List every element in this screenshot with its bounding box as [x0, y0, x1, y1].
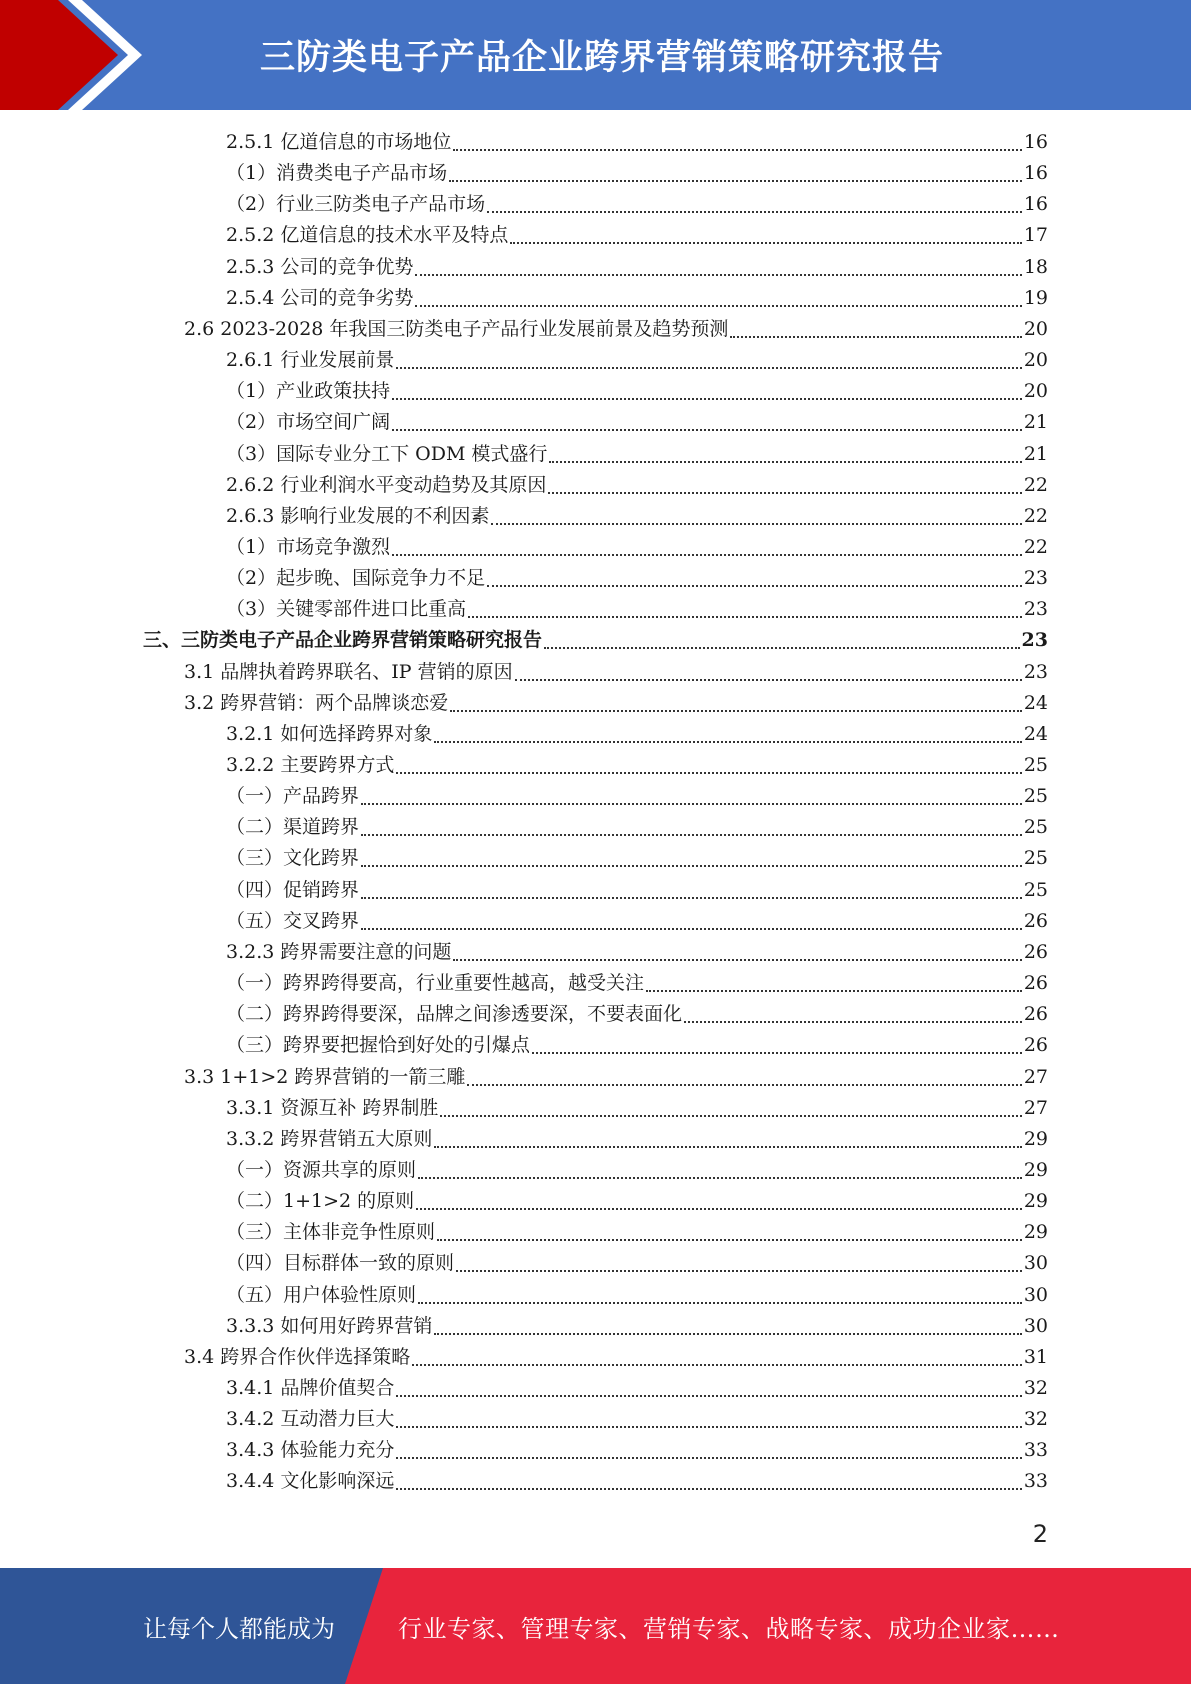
toc-entry-label: 三、三防类电子产品企业跨界营销策略研究报告 [143, 629, 543, 652]
toc-entry-label: 3.2.3 跨界需要注意的问题 [226, 940, 452, 963]
toc-entry[interactable] [226, 563, 1048, 594]
toc-entry-page: 22 [1023, 473, 1048, 496]
dot-leader [434, 1332, 1021, 1335]
toc-entry-page: 16 [1023, 193, 1048, 216]
toc-entry-label: （3）国际专业分工下 ODM 模式盛行 [226, 442, 548, 465]
toc-entry-page: 27 [1023, 1096, 1048, 1119]
header-banner [0, 0, 1191, 110]
toc-entry-label: （五）用户体验性原则 [226, 1283, 417, 1306]
toc-entry-page: 23 [1023, 660, 1048, 683]
toc-entry-label: （1）产业政策扶持 [226, 380, 391, 403]
toc-entry-page: 32 [1023, 1377, 1048, 1399]
toc-entry-label: 3.1 品牌执着跨界联名、IP 营销的原因 [184, 660, 513, 683]
toc-entry-label: （三）文化跨界 [226, 847, 360, 870]
toc-entry-page: 32 [1023, 1408, 1048, 1431]
dot-leader [453, 958, 1021, 961]
dot-leader [437, 1238, 1022, 1241]
toc-entry-label: 2.5.1 亿道信息的市场地位 [226, 131, 452, 153]
toc-entry-label: 2.5.4 公司的竞争劣势 [226, 286, 414, 309]
toc-entry-page: 25 [1023, 847, 1048, 870]
toc-entry-page: 26 [1023, 940, 1048, 963]
footer-slogan-right: 行业专家、管理专家、营销专家、战略专家、成功企业家…… [398, 1614, 1060, 1643]
toc-entry[interactable] [226, 1248, 1048, 1279]
toc-entry-page: 30 [1023, 1252, 1048, 1275]
dot-leader [730, 335, 1021, 338]
toc-entry[interactable] [226, 781, 1048, 812]
footer-banner [0, 1568, 1191, 1684]
dot-leader [487, 210, 1022, 213]
toc-entry[interactable] [184, 1342, 1048, 1373]
dot-leader [361, 864, 1022, 867]
toc-entry-label: 2.6.3 影响行业发展的不利因素 [226, 504, 490, 527]
toc-entry[interactable] [226, 470, 1048, 501]
toc-entry-page: 26 [1023, 909, 1048, 932]
toc-entry[interactable] [226, 750, 1048, 781]
toc-entry-label: （2）起步晚、国际竞争力不足 [226, 567, 486, 590]
toc-entry-page: 20 [1023, 317, 1048, 340]
toc-entry-page: 25 [1023, 878, 1048, 901]
toc-entry-label: （1）市场竞争激烈 [226, 535, 391, 558]
toc-entry[interactable] [226, 1124, 1048, 1155]
toc-entry-page: 22 [1023, 504, 1048, 527]
toc-entry-page: 29 [1023, 1221, 1048, 1244]
toc-entry[interactable] [226, 220, 1048, 251]
toc-entry-label: 3.3.2 跨界营销五大原则 [226, 1127, 433, 1150]
toc-entry-page: 30 [1023, 1314, 1048, 1337]
toc-entry[interactable] [226, 1404, 1048, 1435]
toc-entry[interactable] [226, 439, 1048, 470]
toc-entry-page: 20 [1023, 349, 1048, 372]
toc-entry-page: 20 [1023, 380, 1048, 403]
toc-entry-label: 3.4.3 体验能力充分 [226, 1439, 395, 1462]
dot-leader [396, 771, 1021, 774]
toc-entry-page: 25 [1023, 785, 1048, 808]
toc-entry[interactable] [226, 532, 1048, 563]
dot-leader [415, 273, 1021, 276]
toc-entry-label: （四）目标群体一致的原则 [226, 1252, 455, 1275]
toc-entry[interactable] [226, 1435, 1048, 1466]
toc-entry-label: （一）跨界跨得要高，行业重要性越高，越受关注 [226, 972, 645, 995]
toc-entry-page: 23 [1023, 567, 1048, 590]
toc-entry-label: 3.4.1 品牌价值契合 [226, 1377, 395, 1399]
toc-entry-label: 3.3.1 资源互补 跨界制胜 [226, 1096, 439, 1119]
toc-entry[interactable] [226, 1155, 1048, 1186]
toc-entry-label: （二）1+1>2 的原则 [226, 1190, 415, 1213]
dot-leader [361, 833, 1022, 836]
arrow-decoration-icon [0, 0, 160, 110]
toc-entry[interactable] [226, 968, 1048, 999]
dot-leader [396, 1394, 1021, 1397]
dot-leader [456, 1269, 1022, 1272]
toc-entry-label: 3.2 跨界营销：两个品牌谈恋爱 [184, 691, 449, 714]
toc-entry[interactable] [184, 314, 1048, 345]
toc-entry-label: （二）跨界跨得要深，品牌之间渗透要深，不要表面化 [226, 1003, 683, 1026]
toc-entry[interactable] [226, 1311, 1048, 1342]
toc-entry-page: 26 [1023, 1003, 1048, 1026]
dot-leader [361, 927, 1022, 930]
dot-leader [396, 366, 1021, 369]
toc-entry[interactable] [226, 843, 1048, 874]
toc-entry-page: 33 [1023, 1439, 1048, 1462]
dot-leader [418, 1301, 1022, 1304]
dot-leader [412, 1363, 1022, 1366]
dot-leader [361, 802, 1022, 805]
toc-entry-page: 30 [1023, 1283, 1048, 1306]
toc-entry[interactable] [226, 1030, 1048, 1061]
dot-leader [646, 989, 1022, 992]
toc-entry[interactable] [226, 875, 1048, 906]
footer-slogan-left: 让每个人都能成为 [143, 1614, 335, 1643]
toc-entry-page: 21 [1023, 442, 1048, 465]
toc-entry-label: 2.6 2023-2028 年我国三防类电子产品行业发展前景及趋势预测 [184, 317, 729, 340]
dot-leader [416, 1207, 1022, 1210]
toc-entry-page: 25 [1023, 816, 1048, 839]
toc-entry[interactable] [226, 937, 1048, 968]
toc-entry-label: 3.3.3 如何用好跨界营销 [226, 1314, 433, 1337]
toc-entry-label: （2）市场空间广阔 [226, 411, 391, 434]
toc-entry[interactable] [226, 1280, 1048, 1311]
toc-entry-label: 3.4.2 互动潜力巨大 [226, 1408, 395, 1431]
dot-leader [532, 1051, 1022, 1054]
dot-leader [392, 428, 1022, 431]
toc-entry-page: 22 [1023, 535, 1048, 558]
toc-entry-label: 2.5.3 公司的竞争优势 [226, 255, 414, 278]
toc-entry-label: 3.3 1+1>2 跨界营销的一箭三雕 [184, 1065, 466, 1088]
dot-leader [434, 1145, 1021, 1148]
toc-entry-page: 25 [1023, 754, 1048, 776]
toc-entry[interactable] [226, 345, 1048, 376]
toc-entry-label: 3.2.1 如何选择跨界对象 [226, 722, 433, 745]
toc-entry[interactable] [226, 127, 1048, 158]
toc-entry-page: 26 [1023, 972, 1048, 995]
toc-entry[interactable] [226, 812, 1048, 843]
toc-entry-label: （一）资源共享的原则 [226, 1158, 417, 1181]
toc-entry-page: 29 [1023, 1190, 1048, 1213]
toc-entry[interactable] [226, 376, 1048, 407]
toc-entry-page: 21 [1023, 411, 1048, 434]
dot-leader [396, 1425, 1021, 1428]
dot-leader [396, 1487, 1021, 1490]
toc-entry-page: 18 [1023, 255, 1048, 278]
dot-leader [396, 1456, 1021, 1459]
dot-leader [549, 460, 1021, 463]
toc-entry-label: 2.6.1 行业发展前景 [226, 349, 395, 372]
toc-entry[interactable] [226, 1186, 1048, 1217]
toc-entry[interactable] [226, 158, 1048, 189]
toc-entry[interactable] [184, 657, 1048, 688]
toc-entry-page: 24 [1023, 722, 1048, 745]
toc-entry[interactable] [226, 719, 1048, 750]
toc-entry[interactable] [226, 283, 1048, 314]
toc-entry[interactable] [184, 688, 1048, 719]
dot-leader [392, 397, 1022, 400]
dot-leader [418, 1176, 1022, 1179]
dot-leader [684, 1020, 1022, 1023]
toc-entry-page: 24 [1023, 691, 1048, 714]
toc-entry[interactable] [226, 594, 1048, 625]
toc-entry-label: （2）行业三防类电子产品市场 [226, 193, 486, 216]
toc-entry-page: 16 [1023, 162, 1048, 185]
page-number: 2 [1032, 1520, 1048, 1548]
dot-leader [415, 304, 1021, 307]
dot-leader [510, 241, 1021, 244]
dot-leader [468, 615, 1022, 618]
toc-entry[interactable] [226, 999, 1048, 1030]
toc-entry[interactable] [143, 625, 1048, 656]
toc-entry[interactable] [184, 1062, 1048, 1093]
toc-entry-label: 3.4.4 文化影响深远 [226, 1470, 395, 1493]
toc-entry[interactable] [226, 1466, 1048, 1497]
toc-entry-page: 17 [1023, 224, 1048, 247]
toc-entry-label: （三）跨界要把握恰到好处的引爆点 [226, 1034, 531, 1057]
toc-entry-label: （一）产品跨界 [226, 785, 360, 808]
toc-entry[interactable] [226, 906, 1048, 937]
toc-entry-label: （四）促销跨界 [226, 878, 360, 901]
toc-entry[interactable] [226, 189, 1048, 220]
report-title: 三防类电子产品企业跨界营销策略研究报告 [260, 38, 945, 78]
toc-entry-label: （3）关键零部件进口比重高 [226, 598, 467, 621]
dot-leader [548, 491, 1021, 494]
toc-entry[interactable] [226, 1373, 1048, 1404]
toc-entry-page: 26 [1023, 1034, 1048, 1057]
toc-entry-page: 27 [1023, 1065, 1048, 1088]
dot-leader [487, 584, 1022, 587]
dot-leader [440, 1114, 1021, 1117]
dot-leader [515, 678, 1022, 681]
toc-entry-page: 23 [1023, 598, 1048, 621]
toc-entry-label: 2.5.2 亿道信息的技术水平及特点 [226, 224, 509, 247]
toc-entry-page: 31 [1023, 1345, 1048, 1368]
toc-entry-page: 33 [1023, 1470, 1048, 1493]
dot-leader [544, 646, 1020, 649]
dot-leader [392, 553, 1022, 556]
dot-leader [491, 522, 1021, 525]
toc-entry[interactable] [226, 1217, 1048, 1248]
dot-leader [434, 740, 1021, 743]
toc-entry-label: 3.4 跨界合作伙伴选择策略 [184, 1345, 411, 1368]
toc-entry[interactable] [226, 252, 1048, 283]
dot-leader [467, 1083, 1021, 1086]
toc-entry-label: （二）渠道跨界 [226, 816, 360, 839]
dot-leader [449, 179, 1022, 182]
toc-entry[interactable] [226, 407, 1048, 438]
toc-entry-page: 16 [1023, 131, 1048, 153]
toc-entry-label: 2.6.2 行业利润水平变动趋势及其原因 [226, 473, 547, 496]
dot-leader [361, 896, 1022, 899]
toc-entry-page: 23 [1021, 629, 1048, 652]
toc-entry-page: 29 [1023, 1158, 1048, 1181]
toc-entry-label: 3.2.2 主要跨界方式 [226, 754, 395, 776]
toc-entry-label: （五）交叉跨界 [226, 909, 360, 932]
toc-entry-page: 29 [1023, 1127, 1048, 1150]
toc-entry-label: （三）主体非竞争性原则 [226, 1221, 436, 1244]
toc-entry[interactable] [226, 501, 1048, 532]
dot-leader [450, 709, 1022, 712]
toc-entry-page: 19 [1023, 286, 1048, 309]
toc-entry[interactable] [226, 1093, 1048, 1124]
toc-entry-label: （1）消费类电子产品市场 [226, 162, 448, 185]
dot-leader [453, 148, 1021, 151]
